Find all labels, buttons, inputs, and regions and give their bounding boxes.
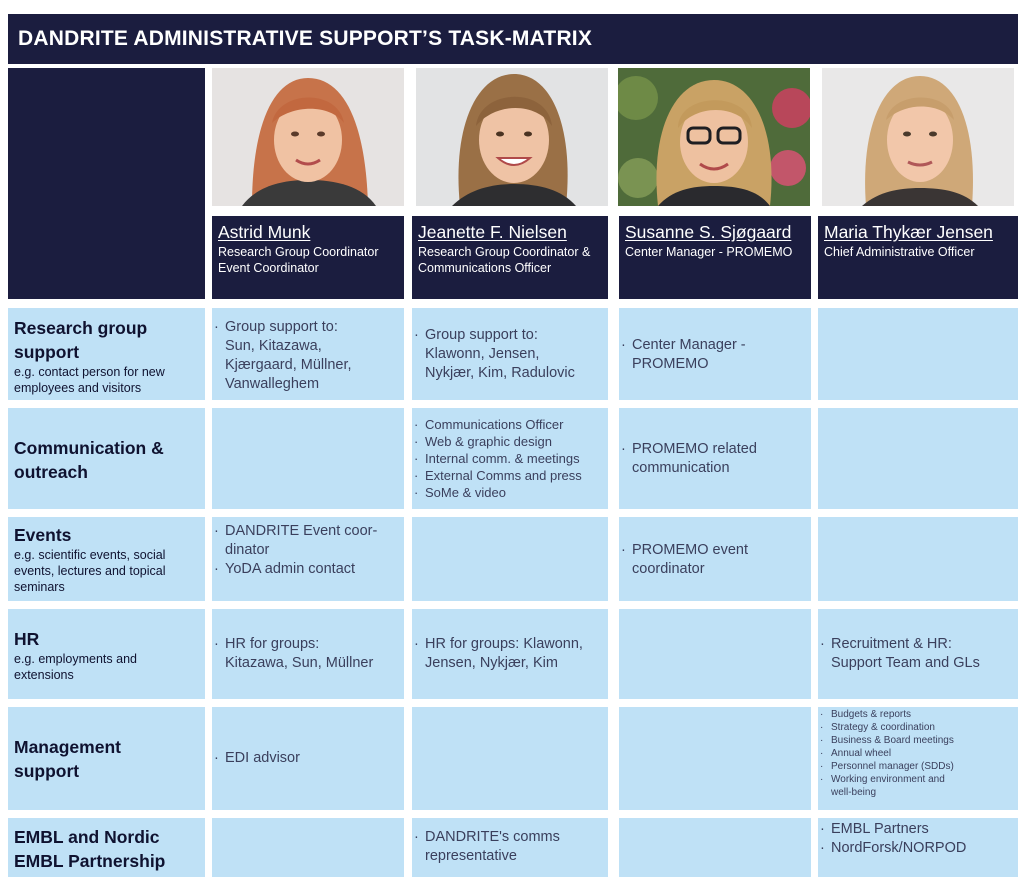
task-item: · Strategy & coordination: [818, 721, 1018, 734]
matrix-cell: [212, 308, 404, 400]
person-card-maria-thykaer-jensen: [818, 216, 1018, 299]
person-role: Research Group Coordinator & Communications Officer: [418, 245, 591, 275]
row-subtitle: e.g. contact person for new employees and visitors: [14, 365, 165, 395]
row-title: Communication & outreach: [14, 438, 164, 482]
person-card-susanne-s-sjogaard: [619, 216, 811, 299]
person-card-astrid-munk: [212, 216, 404, 299]
task-item: · PROMEMO related communication: [619, 440, 811, 478]
photo-jeanette-f-nielsen: [416, 68, 608, 206]
matrix-cell: [619, 308, 811, 400]
person-card-jeanette-f-nielsen: [412, 216, 608, 299]
matrix-cell: [818, 818, 1018, 877]
matrix-cell: [412, 517, 608, 601]
task-item: · HR for groups: Klawonn, Jensen, Nykjær, Kim: [412, 635, 608, 673]
row-label-management-support: [8, 707, 205, 810]
matrix-cell: [412, 707, 608, 810]
matrix-cell: [212, 609, 404, 699]
matrix-cell: [818, 308, 1018, 400]
matrix-cell: [818, 609, 1018, 699]
task-item: · DANDRITE Event coor- dinator: [212, 522, 404, 560]
task-item: · Budgets & reports: [818, 708, 1018, 721]
matrix-cell: [619, 707, 811, 810]
matrix-cell: [412, 408, 608, 509]
task-item: · Communications Officer: [412, 416, 608, 433]
row-label-hr: [8, 609, 205, 699]
task-item: · Annual wheel: [818, 747, 1018, 760]
task-item: · NordForsk/NORPOD: [818, 839, 1018, 858]
matrix-cell: [212, 408, 404, 509]
task-item: · Internal comm. & meetings: [412, 450, 608, 467]
row-subtitle: e.g. employments and extensions: [14, 652, 137, 682]
task-item: · Business & Board meetings: [818, 734, 1018, 747]
task-item: · HR for groups: Kitazawa, Sun, Müllner: [212, 635, 404, 673]
matrix-cell: [212, 517, 404, 601]
photo-maria-thykaer-jensen: [822, 68, 1014, 206]
person-role: Research Group Coordinator Event Coordinator: [218, 245, 379, 275]
task-item: · External Comms and press: [412, 467, 608, 484]
matrix-cell: [619, 408, 811, 509]
row-label-communication-outreach: [8, 408, 205, 509]
row-title: Research group support: [14, 318, 148, 362]
row-title: Management support: [14, 737, 121, 781]
task-item: · SoMe & video: [412, 484, 608, 501]
row-subtitle: e.g. scientific events, social events, lectures and topical seminars: [14, 548, 166, 594]
row-title: HR: [14, 629, 40, 649]
row-label-events: [8, 517, 205, 601]
row-title: EMBL and Nordic EMBL Partnership: [14, 827, 166, 871]
task-item: · YoDA admin contact: [212, 560, 404, 579]
matrix-cell: [412, 609, 608, 699]
row-title: Events: [14, 525, 72, 545]
task-item: · EMBL Partners: [818, 820, 1018, 839]
page-title: DANDRITE ADMINISTRATIVE SUPPORT’S TASK-MATRIX: [8, 14, 1018, 64]
task-item: · Group support to: Sun, Kitazawa, Kjærgaard, Müllner, Vanwalleghem: [212, 318, 404, 394]
task-item: · Group support to: Klawonn, Jensen, Nykjær, Kim, Radulovic: [412, 326, 608, 383]
row-label-research-group-support: [8, 308, 205, 400]
row-label-embl-nordic-partnership: [8, 818, 205, 877]
person-name[interactable]: Susanne S. Sjøgaard: [625, 222, 792, 242]
matrix-cell: [619, 609, 811, 699]
matrix-cell: [212, 818, 404, 877]
task-item: · PROMEMO event coordinator: [619, 541, 811, 579]
matrix-cell: [412, 818, 608, 877]
matrix-cell: [818, 517, 1018, 601]
task-item: · Working environment and well-being: [818, 773, 1018, 799]
matrix-cell: [212, 707, 404, 810]
matrix-cell: [412, 308, 608, 400]
person-name[interactable]: Jeanette F. Nielsen: [418, 222, 567, 242]
task-item: · Recruitment & HR: Support Team and GLs: [818, 635, 1018, 673]
task-item: · EDI advisor: [212, 749, 404, 768]
person-name[interactable]: Maria Thykær Jensen: [824, 222, 993, 242]
photo-astrid-munk: [212, 68, 404, 206]
matrix-cell: [818, 707, 1018, 810]
task-item: · Center Manager - PROMEMO: [619, 336, 811, 374]
person-role: Chief Administrative Officer: [824, 245, 975, 259]
person-role: Center Manager - PROMEMO: [625, 245, 793, 259]
matrix-cell: [619, 818, 811, 877]
task-item: · Web & graphic design: [412, 433, 608, 450]
task-item: · Personnel manager (SDDs): [818, 760, 1018, 773]
header-corner-block: [8, 68, 205, 299]
matrix-cell: [818, 408, 1018, 509]
photo-susanne-s-sjogaard: [618, 68, 810, 206]
person-name[interactable]: Astrid Munk: [218, 222, 311, 242]
task-item: · DANDRITE's comms representative: [412, 828, 608, 866]
matrix-cell: [619, 517, 811, 601]
